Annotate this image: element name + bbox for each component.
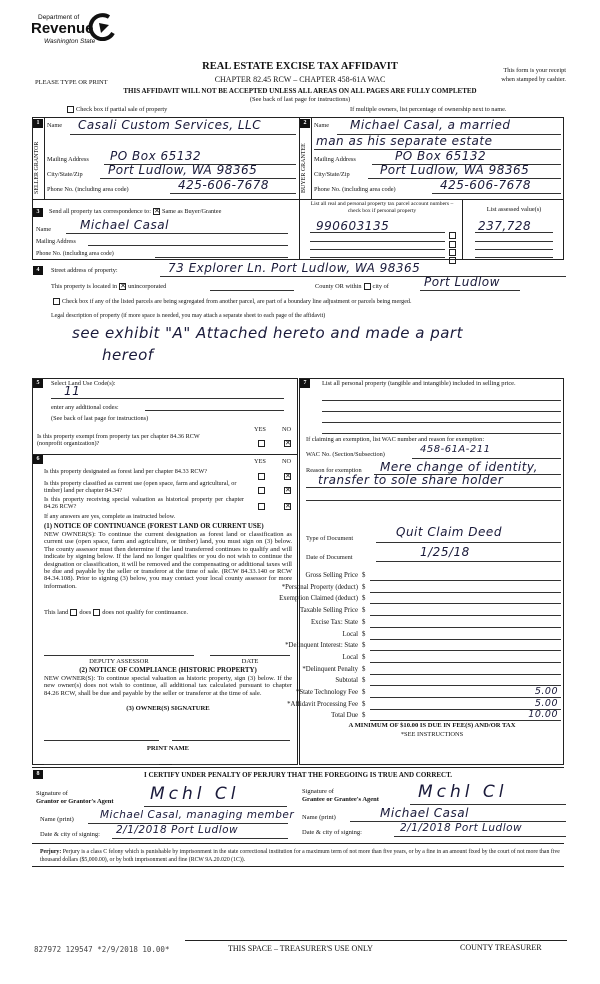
doc-type-label: Type of Document [306, 535, 354, 542]
buyer-name-field[interactable]: Michael Casal, a married [350, 118, 511, 132]
buyer-phone-field[interactable]: 425-606-7678 [440, 178, 532, 192]
exempt-yes-checkbox[interactable] [258, 440, 265, 447]
buyer-name-continued[interactable]: man as his separate estate [316, 134, 493, 148]
no-header: NO [282, 458, 292, 465]
grantor-agent-label: Grantor or Grantor's Agent [36, 798, 114, 805]
legal-description-line-1[interactable]: see exhibit "A" Attached hereto and made a part [72, 324, 463, 342]
see-back-note: (See back of last page for instructions) [51, 415, 149, 422]
reason-field-continued[interactable]: transfer to sole share holder [318, 473, 504, 487]
multiple-owners-note: If multiple owners, list percentage of ownership next to name. [350, 106, 507, 113]
owner-signature-line[interactable] [44, 740, 159, 741]
exempt-question: Is this property exempt from property tax per chapter 84.36 RCW (nonprofit organization)? [37, 433, 200, 447]
buyer-phone-label: Phone No. (including area code) [314, 186, 396, 193]
sig-of-label: Signature of [302, 788, 334, 795]
seller-name-label: Name [47, 122, 63, 129]
partial-sale-checkbox[interactable] [65, 106, 167, 113]
assessed-value-field[interactable]: 237,728 [478, 219, 532, 233]
section-number: 2 [300, 119, 310, 128]
minimum-note: A MINIMUM OF $10.00 IS DUE IN FEE(S) AND/OR TAX [348, 722, 516, 729]
dor-logo-mark-icon [87, 13, 117, 41]
logo-state: Washington State [44, 38, 96, 45]
date-label: DATE [241, 658, 259, 665]
seller-name-field[interactable]: Casali Custom Services, LLC [78, 118, 262, 132]
sig-of-label: Signature of [36, 790, 68, 797]
county-city-line: County OR within city of [315, 283, 389, 290]
seller-mail-label: Mailing Address [47, 156, 89, 163]
dollar-sign: $ [362, 642, 366, 650]
no-header: NO [282, 426, 292, 433]
assessed-header: List assessed value(s) [486, 206, 542, 213]
fee-label: Excise Tax: State [311, 618, 358, 626]
dollar-sign: $ [362, 607, 366, 615]
parcel-number-field[interactable]: 990603135 [316, 219, 390, 233]
reason-label: Reason for exemption [306, 467, 362, 474]
certify-statement: I CERTIFY UNDER PENALTY OF PERJURY THAT THE FOREGOING IS TRUE AND CORRECT. [143, 771, 452, 779]
perjury-notice: Perjury: Perjury is a class C felony which is punishable by imprisonment in the state correctional institution for a maximum term of not more than five years, or by a fine in an amount fixed by the court of not more than five thousand dollars ($5,000.00), or by both imprisonment and fine (RCW 9A.20.020 (1C)). [40, 849, 560, 863]
located-line: This property is located in✕ unincorporated [51, 283, 166, 290]
treasurer-stamp: 827972 129547 *2/9/2018 10.00* [34, 945, 170, 954]
type-print: PLEASE TYPE OR PRINT [35, 79, 108, 86]
land-use-label: Select Land Use Code(s): [51, 380, 116, 387]
historical-no-checkbox[interactable] [284, 503, 291, 510]
owner-signature-line[interactable] [172, 740, 290, 741]
grantor-signature[interactable]: Mchl Cl [150, 784, 240, 804]
grantor-date-label: Date & city of signing: [40, 831, 100, 838]
forest-no-checkbox[interactable] [284, 473, 291, 480]
divider [299, 117, 300, 260]
buyer-mail-label: Mailing Address [314, 156, 356, 163]
personal-property-label: List all personal property (tangible and intangible) included in selling price. [322, 380, 516, 387]
seller-phone-label: Phone No. (including area code) [47, 186, 129, 193]
fee-label: Gross Selling Price [305, 572, 358, 579]
deputy-assessor-label: DEPUTY ASSESSOR [89, 658, 149, 665]
grantor-print-name[interactable]: Michael Casal, managing member [100, 809, 295, 821]
instructions-note: (See back of last page for instructions) [249, 96, 351, 103]
fee-label: *Delinquent Penalty [302, 665, 358, 673]
buyer-name-label: Name [314, 122, 330, 129]
buyer-city-field[interactable]: Port Ludlow, WA 98365 [380, 163, 530, 177]
current-use-yes-checkbox[interactable] [258, 487, 265, 494]
send-correspondence: Send all property tax correspondence to:✕ Same as Buyer/Grantee [49, 208, 221, 215]
seller-phone-field[interactable]: 425-606-7678 [178, 178, 270, 192]
personal-property-checkbox[interactable] [449, 257, 456, 264]
fee-label: Subtotal [335, 677, 358, 685]
section-number: 1 [33, 119, 43, 128]
buyer-side-label: BUYER GRANTEE [301, 143, 307, 193]
street-label: Street address of property: [51, 267, 118, 274]
print-name-line[interactable] [44, 764, 159, 765]
fee-label: Total Due [331, 712, 358, 720]
legal-label: Legal description of property (if more space is needed, you may attach a separate sheet to each page of the affidavit) [51, 313, 326, 319]
buyer-mail-field[interactable]: PO Box 65132 [395, 149, 487, 163]
segregated-line: Check box if any of the listed parcels are being segregated from another parcel, are part of a boundary line adjustment or parcels being merged. [51, 298, 411, 305]
s3-mail-label: Mailing Address [36, 239, 76, 245]
grantor-date-city[interactable]: 2/1/2018 Port Ludlow [116, 824, 239, 836]
dollar-sign: $ [362, 700, 366, 708]
divider [44, 117, 45, 199]
doc-date-field[interactable]: 1/25/18 [420, 545, 470, 559]
grantee-date-city[interactable]: 2/1/2018 Port Ludlow [400, 822, 523, 834]
s3-phone-label: Phone No. (including area code) [36, 251, 114, 257]
yes-header: YES [254, 426, 266, 433]
warning: THIS AFFIDAVIT WILL NOT BE ACCEPTED UNLESS ALL AREAS ON ALL PAGES ARE FULLY COMPLETED [123, 87, 477, 95]
dollar-sign: $ [362, 572, 366, 579]
current-use-question: Is this property classified as current use (open space, farm and agricultural, or timber) land per chapter 84.34? [44, 480, 237, 494]
parcel-header: List all real and personal property tax parcel account numbers – check box if personal property [310, 201, 454, 214]
if-yes-note: If any answers are yes, complete as instructed below. [44, 513, 176, 520]
fee-label: Local [342, 630, 358, 638]
does-not-checkbox[interactable] [93, 609, 100, 616]
receipt-note-2: when stamped by cashier. [501, 76, 566, 83]
wac-field[interactable]: 458-61A-211 [420, 444, 491, 455]
historical-yes-checkbox[interactable] [258, 503, 265, 510]
logo-dept: Department of [38, 14, 80, 21]
forest-yes-checkbox[interactable] [258, 473, 265, 480]
fee-label: *Affidavit Processing Fee [287, 700, 358, 708]
owner-signature-label: (3) OWNER(S) SIGNATURE [126, 705, 210, 712]
doc-date-label: Date of Document [306, 554, 353, 561]
dollar-sign: $ [362, 618, 366, 626]
partial-sale-label: Check box if partial sale of property [76, 106, 168, 113]
dollar-sign: $ [362, 712, 366, 720]
divider [311, 117, 312, 199]
current-use-no-checkbox[interactable] [284, 487, 291, 494]
notice-continuance-text: NEW OWNER(S): To continue the current designation as forest land or classification as current use (open space, farm and agriculture, or timber) land, you must sign on (3) below. The county assessor must then determine if the land transferred continues to qualify and will indicate by signing below. If the land no longer qualifies or you do not wish to continue the designation or classification, it will be removed and the compensating or additional taxes will be due and payable by the seller or transferor at the time of sale. (RCW 84.33.140 or RCW 84.34.108). Prior to signing (3) below, you may contact your local county assessor for more information. [44, 531, 292, 590]
seller-city-label: City/State/Zip [47, 171, 83, 178]
dollar-sign: $ [362, 653, 366, 661]
s3-name-field[interactable]: Michael Casal [80, 218, 169, 232]
reason-field[interactable]: Mere change of identity, [380, 460, 538, 474]
see-instructions: *SEE INSTRUCTIONS [400, 731, 464, 738]
grantee-name-label: Name (print) [302, 814, 336, 821]
fee-label: Taxable Selling Price [299, 607, 358, 615]
same-as-buyer-checkbox[interactable] [153, 208, 160, 215]
fee-label: Exemption Claimed (deduct) [279, 595, 358, 603]
seller-city-field[interactable]: Port Ludlow, WA 98365 [108, 163, 258, 177]
yes-header: YES [254, 458, 266, 465]
does-checkbox[interactable] [70, 609, 77, 616]
notice-compliance-title: (2) NOTICE OF COMPLIANCE (HISTORIC PROPERTY) [79, 667, 257, 674]
historical-question: Is this property receiving special valuation as historical property per chapter 84.26 RCW? [44, 496, 244, 510]
section-number: 7 [300, 379, 310, 388]
section-number: 5 [33, 379, 43, 388]
print-name-line[interactable] [172, 764, 290, 765]
chapter-line: CHAPTER 82.45 RCW – CHAPTER 458-61A WAC [214, 75, 386, 84]
grantor-name-label: Name (print) [40, 816, 74, 823]
legal-description-line-2[interactable]: hereof [102, 346, 154, 364]
unincorporated-checkbox[interactable] [119, 283, 126, 290]
city-field[interactable]: Port Ludlow [424, 275, 500, 289]
divider [32, 199, 564, 200]
buyer-city-label: City/State/Zip [314, 171, 350, 178]
section-number: 4 [33, 266, 43, 275]
exempt-no-checkbox[interactable] [284, 440, 291, 447]
grantee-date-label: Date & city of signing: [302, 829, 362, 836]
forest-question: Is this property designated as forest land per chapter 84.33 RCW? [44, 468, 208, 475]
grantee-agent-label: Grantee or Grantee's Agent [302, 796, 379, 803]
divider [462, 199, 463, 260]
wac-label: WAC No. (Section/Subsection) [306, 451, 385, 458]
dollar-sign: $ [362, 630, 366, 638]
dollar-sign: $ [362, 583, 366, 591]
land-use-code-field[interactable]: 11 [64, 384, 81, 398]
qualify-line: This land does does not qualify for continuance. [44, 609, 189, 616]
fee-label: *State Technology Fee [295, 689, 358, 696]
fee-value-field[interactable]: 5.00 [534, 686, 558, 697]
fee-label: Local [342, 653, 358, 661]
fee-value-field[interactable]: 5.00 [534, 697, 558, 709]
form-title: REAL ESTATE EXCISE TAX AFFIDAVIT [202, 61, 398, 72]
fee-label: *Delinquent Interest: State [285, 642, 358, 650]
seller-mail-field[interactable]: PO Box 65132 [110, 149, 202, 163]
dollar-sign: $ [362, 677, 366, 685]
notice-compliance-text: NEW OWNER(S): To continue special valuation as historic property, sign (3) below. If the new owner(s) does not wish to continue, all additional tax calculated pursuant to chapter 84.26 RCW, shall be due and payable by the seller or transferor at the time of sale. [44, 675, 292, 697]
print-name-label: PRINT NAME [146, 745, 190, 752]
additional-codes-label: enter any additional codes: [51, 404, 119, 411]
notice-continuance-title: (1) NOTICE OF CONTINUANCE (FOREST LAND OR CURRENT USE) [44, 523, 264, 530]
dollar-sign: $ [362, 665, 366, 673]
grantee-signature[interactable]: Mchl Cl [418, 782, 508, 802]
exemption-label: If claiming an exemption, list WAC number and reason for exemption: [306, 436, 485, 443]
section-number: 3 [33, 208, 43, 217]
dollar-sign: $ [362, 689, 366, 696]
grantee-print-name[interactable]: Michael Casal [380, 806, 469, 820]
fee-value-field[interactable]: 10.00 [528, 709, 558, 721]
receipt-note-1: This form is your receipt [503, 67, 566, 74]
logo-name: Revenue [31, 20, 94, 37]
county-treasurer-label: COUNTY TREASURER [460, 943, 542, 952]
city-checkbox[interactable] [364, 283, 371, 290]
doc-type-field[interactable]: Quit Claim Deed [396, 525, 502, 539]
section-number: 8 [33, 770, 43, 779]
seller-side-label: SELLER GRANTOR [34, 141, 40, 195]
street-address-field[interactable]: 73 Explorer Ln. Port Ludlow, WA 98365 [168, 261, 421, 275]
segregated-checkbox[interactable] [53, 298, 60, 305]
fee-label: *Personal Property (deduct) [281, 583, 358, 591]
dollar-sign: $ [362, 595, 366, 603]
s3-name-label: Name [36, 226, 52, 233]
treasurer-space-label: THIS SPACE – TREASURER'S USE ONLY [228, 944, 373, 953]
section-number: 6 [33, 455, 43, 464]
